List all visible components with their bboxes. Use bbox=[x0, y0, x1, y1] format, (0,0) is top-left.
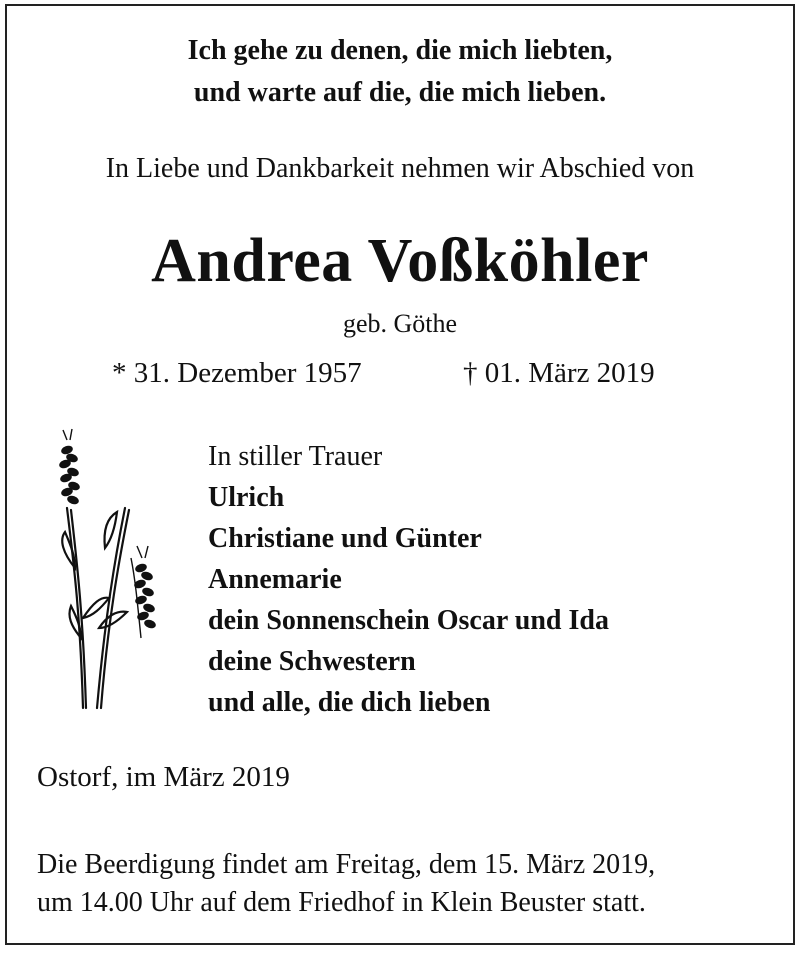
verse bbox=[0, 30, 800, 114]
mourner-name: Christiane und Günter bbox=[208, 523, 482, 554]
wheat-ears-icon bbox=[45, 428, 170, 713]
mourner-name: und alle, die dich lieben bbox=[208, 687, 491, 718]
mourners-block bbox=[208, 436, 609, 723]
place-date: Ostorf, im März 2019 bbox=[37, 761, 290, 793]
mourner-name: dein Sonnenschein Oscar und Ida bbox=[208, 605, 609, 636]
deceased-name: Andrea Voßköhler bbox=[151, 227, 649, 295]
mourner-name: deine Schwestern bbox=[208, 646, 416, 677]
funeral-line-2: um 14.00 Uhr auf dem Friedhof in Klein Beuster statt. bbox=[37, 887, 646, 918]
funeral-line-1: Die Beerdigung findet am Freitag, dem 15. März 2019, bbox=[37, 849, 656, 880]
birth-date: * 31. Dezember 1957 bbox=[112, 357, 362, 389]
maiden-name: geb. Göthe bbox=[342, 309, 458, 338]
mourners-heading: In stiller Trauer bbox=[208, 441, 383, 472]
mourner-name: Annemarie bbox=[208, 564, 342, 595]
death-date: † 01. März 2019 bbox=[463, 357, 655, 389]
verse-line-1: Ich gehe zu denen, die mich liebten, bbox=[187, 35, 613, 66]
funeral-notice bbox=[37, 846, 655, 922]
intro-text: In Liebe und Dankbarkeit nehmen wir Abschied von bbox=[105, 153, 695, 184]
mourner-name: Ulrich bbox=[208, 482, 285, 513]
verse-line-2: und warte auf die, die mich lieben. bbox=[193, 77, 607, 108]
